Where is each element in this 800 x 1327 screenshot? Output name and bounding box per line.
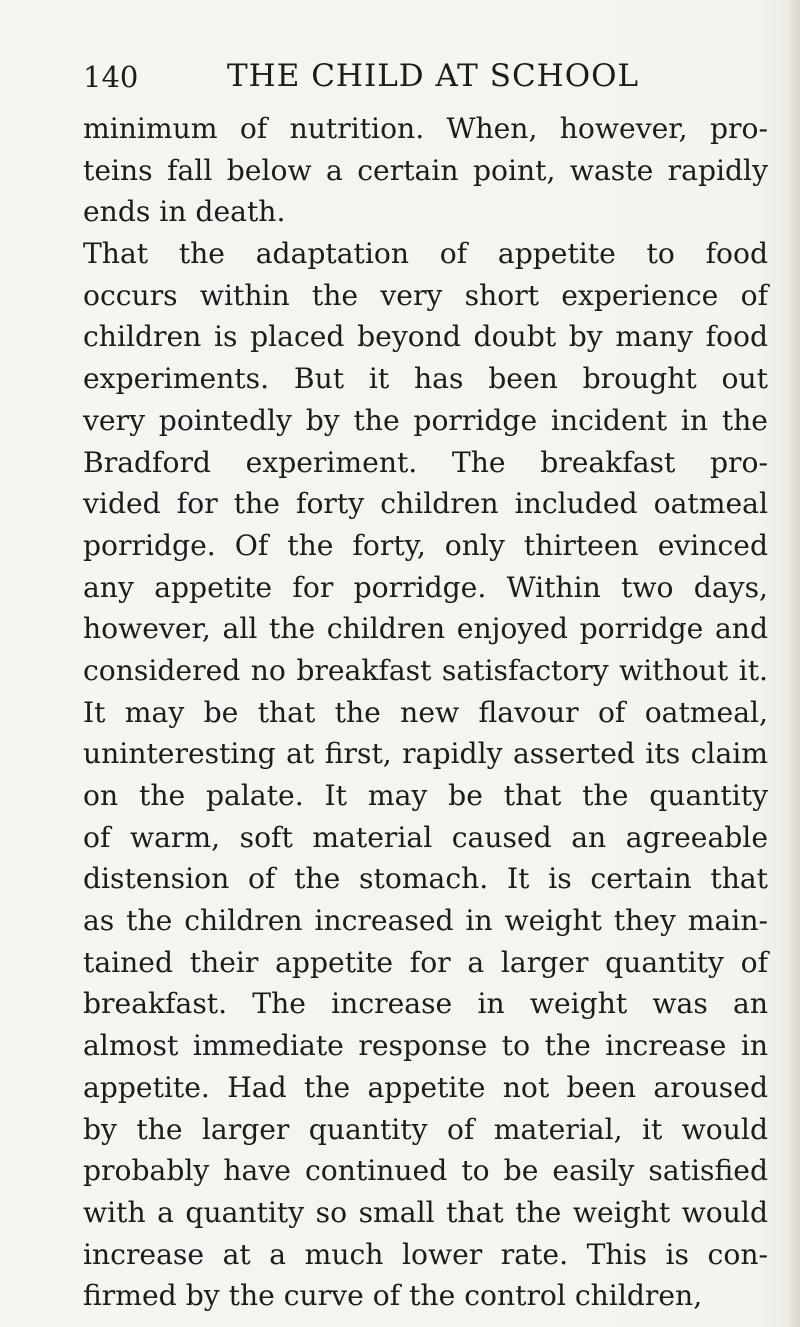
text-line: appetite. Had the appetite not been aroused bbox=[83, 1070, 768, 1104]
text-line: as the children increased in weight they main- bbox=[83, 904, 768, 938]
text-line: breakfast. The increase in weight was an bbox=[83, 987, 768, 1021]
text-line: very pointedly by the porridge incident in the bbox=[83, 403, 768, 437]
page-number: 140 bbox=[83, 60, 139, 94]
page-header bbox=[83, 58, 768, 98]
text-line: porridge. Of the forty, only thirteen evinced bbox=[83, 528, 768, 562]
text-line: uninteresting at first, rapidly asserted its claim bbox=[83, 737, 768, 771]
text-line: however, all the children enjoyed porridge and bbox=[83, 612, 768, 646]
text-line: by the larger quantity of material, it would bbox=[83, 1112, 768, 1146]
page-edge-shadow bbox=[786, 0, 800, 1327]
text-line: children is placed beyond doubt by many food bbox=[83, 320, 768, 354]
running-head: THE CHILD AT SCHOOL bbox=[227, 58, 640, 94]
text-line: distension of the stomach. It is certain that bbox=[83, 862, 768, 896]
text-line: considered no breakfast satisfactory without it. bbox=[83, 653, 768, 687]
text-line: ends in death. bbox=[83, 195, 286, 229]
text-line: That the adaptation of appetite to food bbox=[83, 237, 768, 271]
text-line: tained their appetite for a larger quantity of bbox=[83, 945, 768, 979]
text-line: Bradford experiment. The breakfast pro- bbox=[83, 445, 768, 479]
text-line: any appetite for porridge. Within two days, bbox=[83, 570, 768, 604]
text-line: vided for the forty children included oatmeal bbox=[83, 487, 768, 521]
text-line: teins fall below a certain point, waste rapidly bbox=[83, 153, 768, 187]
text-line: firmed by the curve of the control children, bbox=[83, 1279, 703, 1313]
text-line: of warm, soft material caused an agreeable bbox=[83, 820, 768, 854]
text-line: increase at a much lower rate. This is con- bbox=[83, 1237, 768, 1271]
text-line: It may be that the new flavour of oatmeal, bbox=[83, 695, 768, 729]
text-line: occurs within the very short experience of bbox=[83, 278, 768, 312]
text-line: experiments. But it has been brought out bbox=[83, 362, 768, 396]
text-line: almost immediate response to the increase in bbox=[83, 1029, 768, 1063]
text-line: probably have continued to be easily satisfied bbox=[83, 1154, 768, 1188]
text-line: with a quantity so small that the weight would bbox=[83, 1195, 768, 1229]
text-line: on the palate. It may be that the quantity bbox=[83, 779, 768, 812]
text-line: minimum of nutrition. When, however, pro- bbox=[83, 112, 768, 145]
body-text bbox=[83, 108, 768, 1317]
